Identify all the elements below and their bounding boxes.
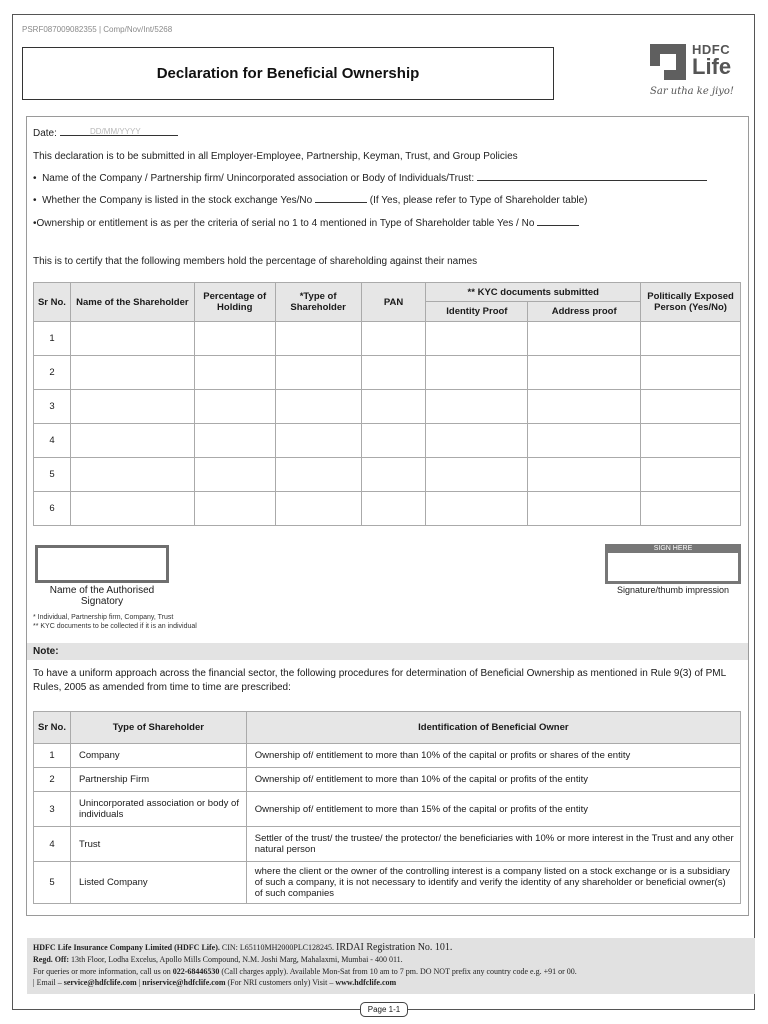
- cell-input[interactable]: [194, 424, 275, 458]
- row-number: 4: [34, 424, 71, 458]
- listed-yes-no-field[interactable]: [315, 202, 367, 203]
- bullet-ownership: •Ownership or entitlement is as per the criteria of serial no 1 to 4 mentioned in Type of Shareholder table Yes / No: [33, 218, 579, 229]
- table-row: [34, 792, 741, 827]
- footer: [27, 938, 755, 994]
- email-link[interactable]: service@hdfclife.com: [63, 978, 137, 987]
- cell-input[interactable]: [641, 458, 741, 492]
- cell-input[interactable]: [361, 458, 426, 492]
- row-number: 5: [34, 458, 71, 492]
- cell-input[interactable]: [361, 390, 426, 424]
- cell-input[interactable]: [275, 390, 361, 424]
- ownership-rule: Ownership of/ entitlement to more than 10% of the capital or profits of the entity: [246, 768, 740, 792]
- bullet-icon: •: [33, 218, 37, 229]
- cell-input[interactable]: [275, 458, 361, 492]
- cell-input[interactable]: [426, 458, 528, 492]
- cell-input[interactable]: [194, 390, 275, 424]
- row-number: 3: [34, 792, 71, 827]
- date-placeholder: DD/MM/YYYY: [90, 127, 141, 136]
- page-number: Page 1-1: [360, 1002, 408, 1017]
- col-shareholder-name: Name of the Shareholder: [70, 283, 194, 322]
- footer-queries-line: For queries or more information, call us on 022-68446530 (Call charges apply). Available Mon-Sat from 10 am to 7 pm. DO NOT prefix any country code e.g. +91 or 00.: [33, 967, 577, 976]
- ownership-rule: where the client or the owner of the controlling interest is a company listed on a stock exchange or is a subsidiary of such a company, it is not necessary to identify and verify the identity of any shareholder or beneficial owner(s) of such companies: [246, 862, 740, 904]
- ownership-rule: Ownership of/ entitlement to more than 15% of the capital or profits of the entity: [246, 792, 740, 827]
- logo-mark-icon: [650, 44, 686, 80]
- cell-input[interactable]: [528, 424, 641, 458]
- col-type: *Type of Shareholder: [275, 283, 361, 322]
- ownership-yes-no-field[interactable]: [537, 225, 579, 226]
- col-kyc: ** KYC documents submitted: [426, 283, 641, 302]
- cell-input[interactable]: [426, 356, 528, 390]
- col-percentage: Percentage of Holding: [194, 283, 275, 322]
- cell-input[interactable]: [70, 390, 194, 424]
- nri-email-link[interactable]: nriservice@hdfclife.com: [142, 978, 226, 987]
- table-row: [34, 827, 741, 862]
- table-row: [34, 458, 741, 492]
- cell-input[interactable]: [361, 356, 426, 390]
- cell-input[interactable]: [641, 356, 741, 390]
- table-row: [34, 322, 741, 356]
- bullet-company-name: • Name of the Company / Partnership firm/ Unincorporated association or Body of Individuals/Trust:: [33, 173, 707, 184]
- bullet-icon: •: [33, 173, 43, 184]
- note-heading: Note:: [33, 646, 59, 657]
- bullet-listed: • Whether the Company is listed in the stock exchange Yes/No (If Yes, please refer to Type of Shareholder table): [33, 195, 588, 206]
- cell-input[interactable]: [70, 492, 194, 526]
- table-row: [34, 768, 741, 792]
- cell-input[interactable]: [275, 322, 361, 356]
- cell-input[interactable]: [528, 458, 641, 492]
- row-number: 4: [34, 827, 71, 862]
- shareholder-type: Trust: [70, 827, 246, 862]
- cell-input[interactable]: [70, 356, 194, 390]
- cell-input[interactable]: [275, 356, 361, 390]
- col-pan: PAN: [361, 283, 426, 322]
- authorised-signatory-label: Name of the Authorised Signatory: [49, 585, 155, 607]
- shareholder-type: Company: [70, 744, 246, 768]
- row-number: 1: [34, 322, 71, 356]
- row-number: 3: [34, 390, 71, 424]
- col-pep: Politically Exposed Person (Yes/No): [641, 283, 741, 322]
- table-row: [34, 424, 741, 458]
- cell-input[interactable]: [70, 424, 194, 458]
- members-table: [33, 282, 741, 526]
- shareholder-type: Unincorporated association or body of individuals: [70, 792, 246, 827]
- note-text: To have a uniform approach across the financial sector, the following procedures for determination of Beneficial Ownership as mentioned in Rule 9(3) of PML Rules, 2005 as amended from time to time are prescribed:: [33, 668, 726, 693]
- bullet-icon: •: [33, 195, 43, 206]
- cell-input[interactable]: [426, 424, 528, 458]
- cell-input[interactable]: [275, 492, 361, 526]
- cell-input[interactable]: [426, 322, 528, 356]
- col-identity-proof: Identity Proof: [426, 302, 528, 322]
- cell-input[interactable]: [194, 492, 275, 526]
- sign-here-label: SIGN HERE: [653, 545, 693, 552]
- cell-input[interactable]: [361, 424, 426, 458]
- signature-box[interactable]: [605, 544, 741, 584]
- cell-input[interactable]: [426, 492, 528, 526]
- cell-input[interactable]: [641, 492, 741, 526]
- hdfc-life-logo: [648, 42, 748, 102]
- logo-life-text: Life: [692, 54, 732, 79]
- cell-input[interactable]: [641, 424, 741, 458]
- note-bar: [27, 643, 748, 660]
- footer-company-line: HDFC Life Insurance Company Limited (HDFC Life). CIN: L65110MH2000PLC128245. IRDAI Registration No. 101.: [33, 942, 453, 953]
- cell-input[interactable]: [641, 390, 741, 424]
- row-number: 6: [34, 492, 71, 526]
- cell-input[interactable]: [194, 458, 275, 492]
- table-row: [34, 744, 741, 768]
- footer-address-line: Regd. Off: 13th Floor, Lodha Excelus, Apollo Mills Compound, N.M. Joshi Marg, Mahalaxmi, Mumbai - 400 011.: [33, 955, 403, 964]
- col-sr-no: Sr No.: [34, 712, 71, 744]
- col-sr-no: Sr No.: [34, 283, 71, 322]
- cell-input[interactable]: [528, 492, 641, 526]
- cell-input[interactable]: [194, 322, 275, 356]
- form-id: PSRF087009082355 | Comp/Nov/Int/5268: [22, 25, 173, 34]
- ownership-rule: Ownership of/ entitlement to more than 10% of the capital or profits or shares of the entity: [246, 744, 740, 768]
- row-number: 5: [34, 862, 71, 904]
- page-title: Declaration for Beneficial Ownership: [156, 65, 420, 82]
- footnote-shareholder-types: * Individual, Partnership firm, Company, Trust: [33, 614, 174, 621]
- shareholder-type: Listed Company: [70, 862, 246, 904]
- cell-input[interactable]: [70, 322, 194, 356]
- logo-hdfc-text: HDFC: [692, 42, 731, 57]
- cell-input[interactable]: [528, 322, 641, 356]
- cell-input[interactable]: [70, 458, 194, 492]
- intro-text: This declaration is to be submitted in all Employer-Employee, Partnership, Keyman, Trust, and Group Policies: [33, 151, 518, 162]
- cell-input[interactable]: [361, 322, 426, 356]
- signature-area[interactable]: [608, 553, 738, 581]
- footnote-kyc: ** KYC documents to be collected if it is an individual: [33, 623, 197, 630]
- cell-input[interactable]: [194, 356, 275, 390]
- shareholder-type: Partnership Firm: [70, 768, 246, 792]
- authorised-signatory-name-box[interactable]: [35, 545, 169, 583]
- footer-contact-line: | Email – service@hdfclife.com | nriservice@hdfclife.com (For NRI customers only) Visit – www.hdfclife.com: [33, 978, 397, 987]
- cell-input[interactable]: [361, 492, 426, 526]
- cell-input[interactable]: [528, 390, 641, 424]
- cell-input[interactable]: [528, 356, 641, 390]
- cell-input[interactable]: [275, 424, 361, 458]
- col-address-proof: Address proof: [528, 302, 641, 322]
- signature-label: Signature/thumb impression: [616, 585, 730, 595]
- row-number: 1: [34, 744, 71, 768]
- col-type-of-shareholder: Type of Shareholder: [70, 712, 246, 744]
- date-label: Date:: [33, 128, 57, 139]
- company-name-field[interactable]: [477, 180, 707, 181]
- row-number: 2: [34, 356, 71, 390]
- cell-input[interactable]: [426, 390, 528, 424]
- cell-input[interactable]: [641, 322, 741, 356]
- table-row: [34, 492, 741, 526]
- website-link[interactable]: www.hdfclife.com: [335, 978, 397, 987]
- ownership-rules-table: [33, 711, 741, 904]
- col-identification: Identification of Beneficial Owner: [246, 712, 740, 744]
- row-number: 2: [34, 768, 71, 792]
- ownership-rule: Settler of the trust/ the trustee/ the protector/ the beneficiaries with 10% or more interest in the Trust and any other natural person: [246, 827, 740, 862]
- certify-text: This is to certify that the following members hold the percentage of shareholding against their names: [33, 256, 478, 267]
- table-row: [34, 390, 741, 424]
- table-row: [34, 356, 741, 390]
- table-row: [34, 862, 741, 904]
- logo-tagline: Sar utha ke jiyo!: [650, 86, 734, 97]
- title-box: [22, 47, 554, 100]
